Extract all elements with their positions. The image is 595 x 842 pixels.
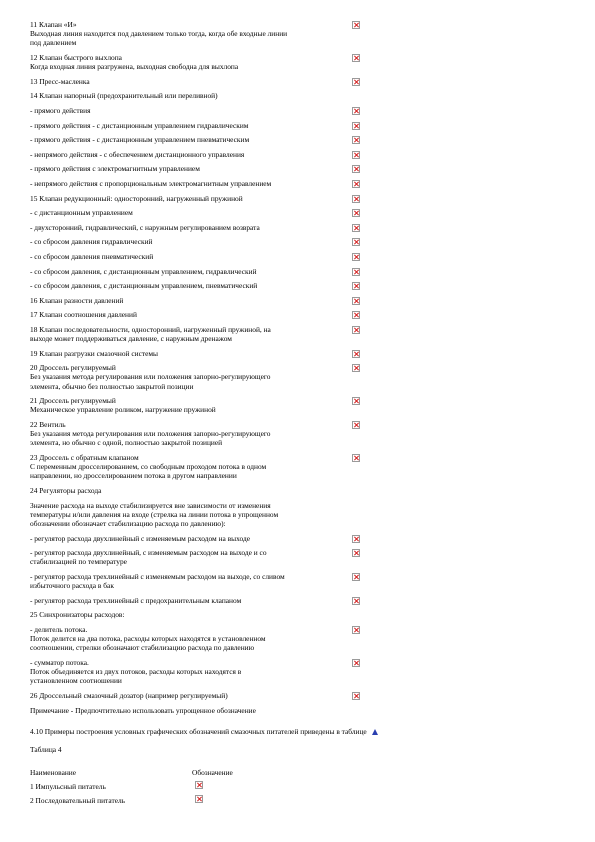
list-item-text <box>30 150 350 159</box>
broken-image-icon <box>352 692 360 700</box>
text-line: - прямого действия - с дистанционным управлением пневматическим <box>30 135 250 145</box>
list-item-text <box>30 396 350 414</box>
text-line: 26 Дроссельный смазочный дозатор (например регулируемый) <box>30 691 228 701</box>
list-item <box>30 164 370 173</box>
text-line: Значение расхода на выходе стабилизируется вне зависимости от изменения <box>30 500 271 510</box>
list-item <box>30 501 370 529</box>
list-item <box>30 20 370 48</box>
text-line: избыточного расхода в бак <box>30 581 114 591</box>
broken-image-icon <box>352 238 360 246</box>
list-item <box>30 91 370 100</box>
broken-image-icon <box>352 573 360 581</box>
broken-image-icon <box>352 180 360 188</box>
list-item-text <box>30 267 350 276</box>
text-line: Когда входная линия разгружена, выходная свободна для выхлопа <box>30 62 239 72</box>
broken-image-icon <box>352 107 360 115</box>
list-item <box>30 325 370 343</box>
list-item-text <box>30 420 350 448</box>
list-item <box>30 77 370 86</box>
text-line: выходе может поддерживаться давление, с наружным дренажом <box>30 334 232 344</box>
list-item <box>30 349 370 358</box>
list-item-text <box>30 53 350 71</box>
text-line: - со сбросом давления, с дистанционным управлением, гидравлический <box>30 266 257 276</box>
list-item <box>30 208 370 217</box>
list-item-text <box>30 310 350 319</box>
table-cell-name: 1 Импульсный питатель <box>30 782 106 791</box>
text-line: - регулятор расхода трехлинейный с изменяемым расходом на выходе, со сливом <box>30 572 285 582</box>
list-item <box>30 310 370 319</box>
broken-image-icon <box>352 364 360 372</box>
list-item-text <box>30 486 360 495</box>
broken-image-icon <box>195 781 203 789</box>
broken-image-icon <box>352 326 360 334</box>
list-item-text <box>30 91 360 100</box>
list-item <box>30 296 370 305</box>
list-item-text <box>30 453 350 481</box>
list-item <box>30 252 370 261</box>
text-line: - регулятор расхода двухлинейный, с изменяемым расходом на выходе и со <box>30 548 267 558</box>
text-line: 12 Клапан быстрого выхлопа <box>30 53 122 62</box>
list-item-text <box>30 363 350 391</box>
list-item-text <box>30 596 350 605</box>
text-line: 13 Пресс-масленка <box>30 76 90 86</box>
text-line: - непрямого действия - с обеспечением дистанционного управления <box>30 149 245 159</box>
text-line: 20 Дроссель регулируемый <box>30 363 116 373</box>
text-line: Поток объединяется из двух потоков, расходы которых находятся в <box>30 667 242 677</box>
list-item-text <box>30 208 350 217</box>
broken-image-icon <box>352 224 360 232</box>
list-item-text <box>30 625 350 653</box>
text-line: элемента, но обычно с одной, полностью закрытой позицией <box>30 438 223 448</box>
list-item <box>30 534 370 543</box>
text-line: 17 Клапан соотношения давлений <box>30 310 137 320</box>
list-item-text <box>30 691 350 700</box>
list-item <box>30 453 370 481</box>
list-item <box>30 150 370 159</box>
list-item-text <box>30 194 350 203</box>
text-line: стабилизацией по температуре <box>30 557 127 567</box>
text-line: установленном соотношении <box>30 676 122 686</box>
text-line: - делитель потока. <box>30 625 88 635</box>
text-line: - регулятор расхода двухлинейный с изменяемым расходом на выходе <box>30 533 251 543</box>
text-line: С переменным дросселированием, со свободным проходом потока в одном <box>30 462 267 472</box>
list-item <box>30 194 370 203</box>
broken-image-icon <box>352 195 360 203</box>
list-item-text <box>30 325 350 343</box>
list-item-text <box>30 610 360 619</box>
list-item <box>30 53 370 71</box>
list-item-text <box>30 223 350 232</box>
text-line: 24 Регуляторы расхода <box>30 486 102 496</box>
text-line: под давлением <box>30 38 77 48</box>
table-cell-name: 2 Последовательный питатель <box>30 796 126 805</box>
broken-image-icon <box>352 122 360 130</box>
list-item-text <box>30 281 350 290</box>
list-item <box>30 691 370 700</box>
broken-image-icon <box>352 78 360 86</box>
text-line: - непрямого действия с пропорциональным электромагнитным управлением <box>30 178 272 188</box>
list-item <box>30 106 370 115</box>
list-item <box>30 363 370 391</box>
list-item <box>30 237 370 246</box>
broken-image-icon <box>195 795 203 803</box>
text-line: Без указания метода регулирования или положения запорно-регулирующего <box>30 429 271 439</box>
list-item <box>30 658 370 686</box>
list-item-text <box>30 658 350 686</box>
table-row <box>30 795 330 807</box>
list-item-text <box>30 349 350 358</box>
text-line: 16 Клапан разности давлений <box>30 295 124 305</box>
text-line: соотношении, стрелки обозначают стабилизацию расхода по давлению <box>30 643 255 653</box>
note-text: Примечание - Предпочтительно использовать упрощенное обозначение <box>30 706 256 715</box>
text-line: 21 Дроссель регулируемый <box>30 396 116 406</box>
list-item <box>30 135 370 144</box>
list-item-text <box>30 135 350 144</box>
broken-image-icon <box>352 454 360 462</box>
text-line: 18 Клапан последовательности, односторонний, нагруженный пружиной, на <box>30 324 271 334</box>
list-item-text <box>30 548 350 566</box>
list-item <box>30 396 370 414</box>
text-line: обозначении обозначает стабилизацию расхода по давлению): <box>30 519 226 529</box>
text-line: - двухсторонний, гидравлический, с наружным регулированием возврата <box>30 222 260 232</box>
list-item-text <box>30 534 350 543</box>
broken-image-icon <box>352 165 360 173</box>
text-line: Поток делится на два потока, расходы которых находятся в установленном <box>30 634 266 644</box>
broken-image-icon <box>352 21 360 29</box>
broken-image-icon <box>352 549 360 557</box>
broken-image-icon <box>352 421 360 429</box>
list-item <box>30 121 370 130</box>
list-item <box>30 420 370 448</box>
text-line: - со сбросом давления пневматический <box>30 251 154 261</box>
broken-image-icon <box>352 54 360 62</box>
text-line: - со сбросом давления гидравлический <box>30 237 153 247</box>
broken-image-icon <box>352 535 360 543</box>
list-item <box>30 610 370 619</box>
list-item-text <box>30 121 350 130</box>
list-item-text <box>30 237 350 246</box>
text-line: - регулятор расхода трехлинейный с предохранительным клапаном <box>30 595 242 605</box>
text-line: элемента, обычно без полностью закрытой позиции <box>30 381 194 391</box>
list-item <box>30 625 370 653</box>
list-item-text <box>30 572 350 590</box>
col-symbol-header: Обозначение <box>192 768 233 777</box>
list-item-text <box>30 77 350 86</box>
text-line: Без указания метода регулирования или положения запорно-регулирующего <box>30 372 271 382</box>
text-line: 22 Вентиль <box>30 420 66 430</box>
table-row <box>30 781 330 793</box>
text-line: - прямого действия <box>30 105 91 115</box>
broken-image-icon <box>352 597 360 605</box>
text-line: 15 Клапан редукционный: односторонний, нагруженный пружиной <box>30 193 243 203</box>
text-line: Механическое управление роликом, нагружение пружиной <box>30 405 216 415</box>
section-4-10 <box>30 727 570 736</box>
broken-image-icon <box>352 268 360 276</box>
list-item-text <box>30 106 350 115</box>
text-line: - сумматор потока. <box>30 658 89 668</box>
broken-image-icon <box>352 659 360 667</box>
broken-image-icon <box>352 311 360 319</box>
text-line: направлении, но дросселированием потока в другом направлении <box>30 471 237 481</box>
list-item <box>30 486 370 495</box>
list-item-text <box>30 252 350 261</box>
section-text: 4.10 Примеры построения условных графических обозначений смазочных питателей приведены в таблице <box>30 727 367 736</box>
list-item-text <box>30 164 350 173</box>
list-item <box>30 179 370 188</box>
list-item <box>30 572 370 590</box>
text-line: 14 Клапан напорный (предохранительный или переливной) <box>30 91 218 101</box>
list-item-text <box>30 20 350 48</box>
list-item-text <box>30 296 350 305</box>
broken-image-icon <box>352 282 360 290</box>
list-item <box>30 223 370 232</box>
up-arrow-icon[interactable] <box>372 729 378 735</box>
list-item-text <box>30 501 360 529</box>
text-line: - прямого действия с электромагнитным управлением <box>30 164 200 174</box>
text-line: - со сбросом давления, с дистанционным управлением, пневматический <box>30 281 258 291</box>
broken-image-icon <box>352 626 360 634</box>
broken-image-icon <box>352 136 360 144</box>
list-item <box>30 281 370 290</box>
col-name-header: Наименование <box>30 768 77 777</box>
broken-image-icon <box>352 209 360 217</box>
table-caption: Таблица 4 <box>30 745 62 754</box>
list-item <box>30 548 370 566</box>
broken-image-icon <box>352 297 360 305</box>
symbol-list <box>30 20 370 706</box>
text-line: 11 Клапан «И» <box>30 20 77 29</box>
broken-image-icon <box>352 253 360 261</box>
text-line: - прямого действия - с дистанционным управлением гидравлическим <box>30 120 249 130</box>
text-line: - с дистанционным управлением <box>30 208 133 218</box>
list-item-text <box>30 179 350 188</box>
broken-image-icon <box>352 397 360 405</box>
list-item <box>30 596 370 605</box>
broken-image-icon <box>352 151 360 159</box>
text-line: 19 Клапан разгрузки смазочной системы <box>30 348 159 358</box>
list-item <box>30 267 370 276</box>
text-line: Выходная линия находится под давлением только тогда, когда обе входные линии <box>30 29 288 39</box>
broken-image-icon <box>352 350 360 358</box>
text-line: 23 Дроссель с обратным клапаном <box>30 453 139 463</box>
text-line: 25 Синхронизаторы расходов: <box>30 610 125 620</box>
text-line: температуры и/или давления на входе (стрелка на линии потока в упрощенном <box>30 509 279 519</box>
